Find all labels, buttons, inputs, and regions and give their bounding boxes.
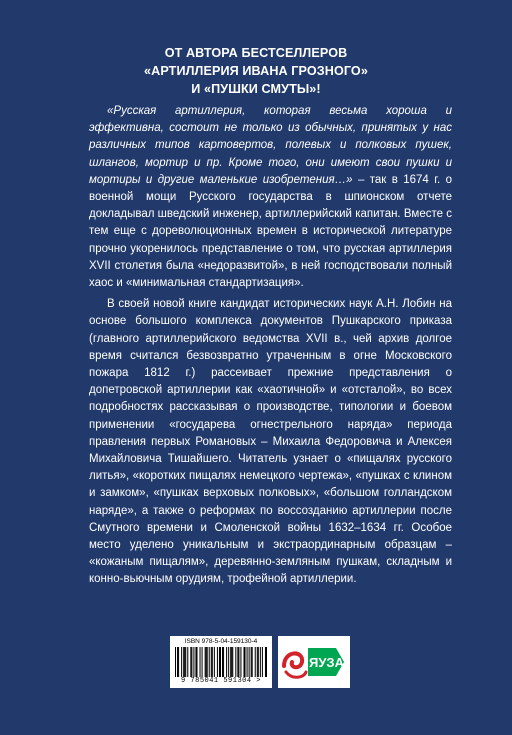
barcode-bar [262, 647, 263, 677]
barcode-bar [235, 647, 236, 677]
logo-text: ЯУЗА [309, 655, 344, 670]
barcode-bar [237, 647, 238, 677]
barcode-bar [214, 647, 215, 677]
barcode-bar [258, 647, 259, 677]
description [89, 103, 452, 589]
headline-line-2: «АРТИЛЛЕРИЯ ИВАНА ГРОЗНОГО» [144, 64, 368, 78]
barcode-bar [209, 647, 210, 677]
barcode-bar [252, 647, 253, 677]
headline [40, 44, 472, 98]
barcode-bar [187, 647, 188, 677]
barcode-bar [211, 647, 212, 677]
barcode-bar [245, 647, 246, 677]
barcode-bar [177, 647, 178, 677]
ean-digits: 9 785041 591304 > [181, 677, 261, 685]
barcode-bar [251, 647, 252, 677]
barcode-bar [243, 647, 244, 677]
barcode-bar [195, 647, 196, 677]
barcode-bar [240, 647, 241, 677]
barcode-bar [266, 647, 267, 677]
barcode-bar [232, 647, 233, 677]
barcode-bar [255, 647, 256, 677]
barcode-bar [184, 647, 185, 677]
barcode-bar [265, 647, 266, 677]
publisher-logo [278, 636, 350, 688]
barcode-bar [185, 647, 186, 677]
barcode-bar [220, 647, 221, 677]
barcode-bar [230, 647, 231, 677]
barcode-bar [226, 647, 227, 677]
barcode-bar [217, 647, 218, 677]
barcode-bar [249, 647, 250, 677]
barcode-bar [181, 647, 182, 677]
barcode-bar [193, 647, 194, 677]
barcode-bar [175, 647, 176, 677]
paragraph-1-text: – так в 1674 г. о военной мощи Русского государства в шпионском отчете докладывал шведский инженер, артиллерийский капитан. Вместе с тем еще с дореволюционных времен в исторической литературе прочно укоренилось представление о том, что русская артиллерия XVII столетия была «недоразвитой», в ней господствовали полный хаос и «минимальная стандартизация». [89, 173, 452, 290]
barcode-bar [207, 647, 208, 677]
paragraph-2: В своей новой книге кандидат исторических наук А.Н. Лобин на основе большого комплекса документов Пушкарского приказа (главного артиллерийского ведомства XVII в., чей архив долгое время считался безвозвратно утраченным в огне Московского пожара 1812 г.) рассеивает прежние представления о допетровской артиллерии как «хаотичной» и «отсталой», во всех подробностях рассказывая о производстве, типологии и боевом применении «государева огнестрельного наряда» периода правления первых Романовых – Михаила Федоровича и Алексея Михайловича Тишайшего. Читатель узнает о «пищалях русского литья», «коротких пищалях немецкого чертежа», «пушках с клином и замком», «пушках верховых полковых», «большом голландском наряде», а также о реформах по воссозданию артиллерии после Смутного времени и Смоленской войны 1632–1634 гг. Особое место уделено уникальным и экстраординарным образцам – «кожаным пищалям», деревянно-земляным пушкам, складным и конно-вьючным орудиям, трофейной артиллерии. [89, 298, 452, 586]
paragraph-1 [89, 103, 452, 292]
barcode-bar [191, 647, 192, 677]
barcode-bars [175, 647, 267, 677]
barcode-bar [205, 647, 206, 677]
barcode-bar [231, 647, 232, 677]
barcode-bar [178, 647, 179, 677]
barcode-bar [212, 647, 213, 677]
barcode-bar [190, 647, 191, 677]
isbn-text: ISBN 978-5-04-159130-4 [184, 638, 258, 645]
barcode-bar [196, 647, 197, 677]
barcode [170, 636, 272, 688]
barcode-bar [238, 647, 239, 677]
quote: «Русская артиллерия, которая весьма хороша и эффективна, состоит не только из обычных, принятых у нас различных типов картовертов, полевых и полковых пушек, шлангов, мортир и пр. Кроме того, они имеют свои пушки и мортиры и другие маленькие изобретения…» [89, 105, 452, 186]
yauza-logo-icon [278, 636, 350, 688]
barcode-bar [183, 647, 184, 677]
barcode-bar [257, 647, 258, 677]
barcode-bar [200, 647, 201, 677]
barcode-bar [223, 647, 224, 677]
barcode-bar [260, 647, 261, 677]
headline-line-1: ОТ АВТОРА БЕСТСЕЛЛЕРОВ [164, 46, 348, 60]
barcode-bar [206, 647, 207, 677]
headline-line-3: И «ПУШКИ СМУТЫ»! [191, 82, 321, 96]
barcode-bar [202, 647, 203, 677]
barcode-bar [222, 647, 223, 677]
barcode-bar [219, 647, 220, 677]
barcode-bar [228, 647, 229, 677]
barcode-bar [247, 647, 248, 677]
